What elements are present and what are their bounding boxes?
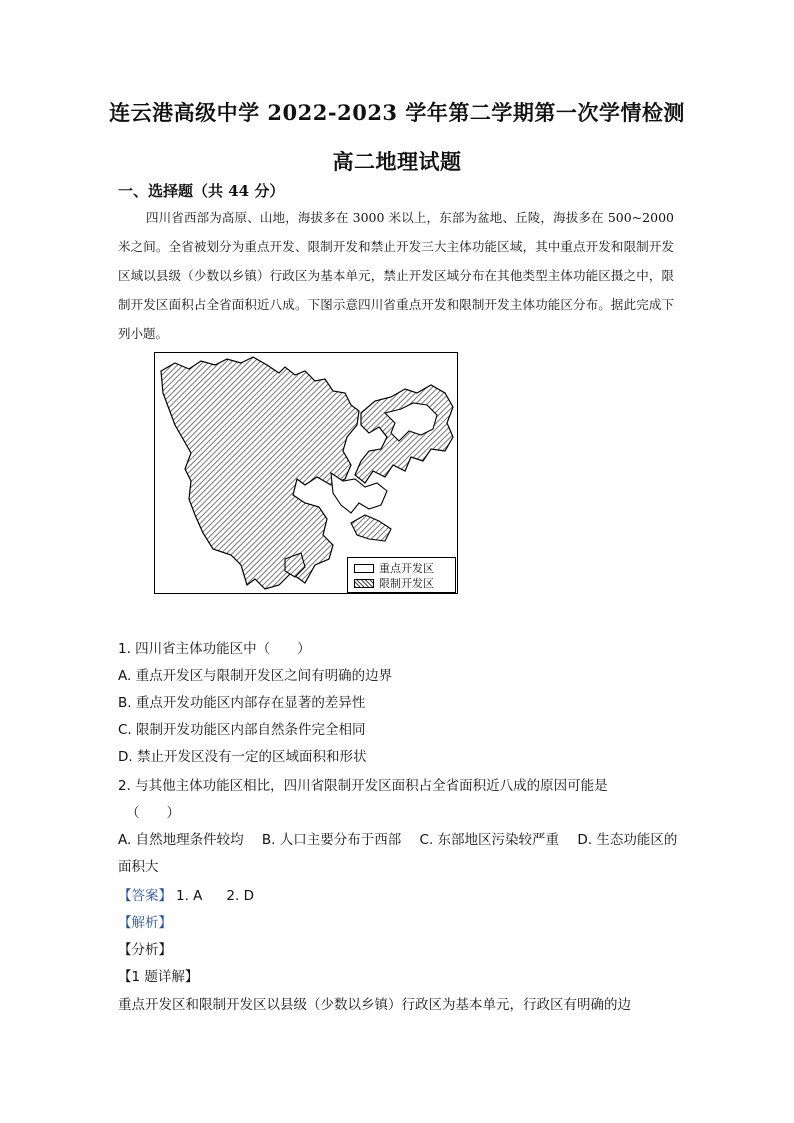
question-1-option-c: C. 限制开发功能区内部自然条件完全相同 [118,722,366,738]
question-2-blank: （ ） [126,805,180,821]
map-legend [347,557,456,593]
restricted-zone-swatch [354,579,374,588]
question-1-detail-text: 重点开发区和限制开发区以县级（少数以乡镇）行政区为基本单元，行政区有明确的边 [118,997,631,1013]
question-2-stem: 2. 与其他主体功能区相比，四川省限制开发区面积占全省面积近八成的原因可能是 [118,778,608,794]
question-1-option-d: D. 禁止开发区没有一定的区域面积和形状 [118,749,367,765]
key-zone-swatch [354,564,374,573]
question-1-stem: 1. 四川省主体功能区中（ ） [118,641,311,657]
fenxi-label: 【分析】 [118,942,172,958]
question-1-option-a: A. 重点开发区与限制开发区之间有明确的边界 [118,668,393,684]
question-2-option-d: D. 生态功能区的面积大 [118,832,678,875]
section-heading: 一、选择题（共 44 分） [118,182,285,200]
legend-item-restricted-zone [354,576,434,590]
document-title: 连云港高级中学 2022-2023 学年第二学期第一次学情检测 [109,100,685,125]
legend-label: 重点开发区 [379,562,434,575]
legend-label: 限制开发区 [379,577,434,590]
answer-2: 2. D [226,888,254,904]
sichuan-map-figure [154,352,458,594]
answer-label: 【答案】 [118,888,172,904]
restricted-zone-southeast [351,515,391,541]
question-2-option-c: C. 东部地区污染较严重 [419,832,560,848]
intro-paragraph: 四川省西部为高原、山地，海拔多在 3000 米以上，东部为盆地、丘陵，海拔多在 500~2000 米之间。全省被划分为重点开发、限制开发和禁止开发三大主体功能区域，其中重点开发和限制开发区域以县级（少数以乡镇）行政区为基本单元，禁止开发区域分布在其他类型主体功能区摄之中，限制开发区面积占全省面积近八成。下图示意四川省重点开发和限制开发主体功能区分布。据此完成下列小题。 [118,210,674,341]
answer-line [118,884,254,904]
question-1-option-b: B. 重点开发功能区内部存在显著的差异性 [118,695,366,711]
analysis-label: 【解析】 [118,915,172,931]
question-2-option-a: A. 自然地理条件较均 [118,832,244,848]
restricted-zone-west [161,357,359,589]
answer-1: 1. A [176,888,203,904]
question-2-options [118,827,678,881]
question-1-detail-label: 【1 题详解】 [118,969,199,985]
document-subtitle: 高二地理试题 [332,149,462,174]
key-zone-central [331,473,387,513]
question-2-option-b: B. 人口主要分布于西部 [261,832,402,848]
legend-item-key-zone [354,561,434,575]
